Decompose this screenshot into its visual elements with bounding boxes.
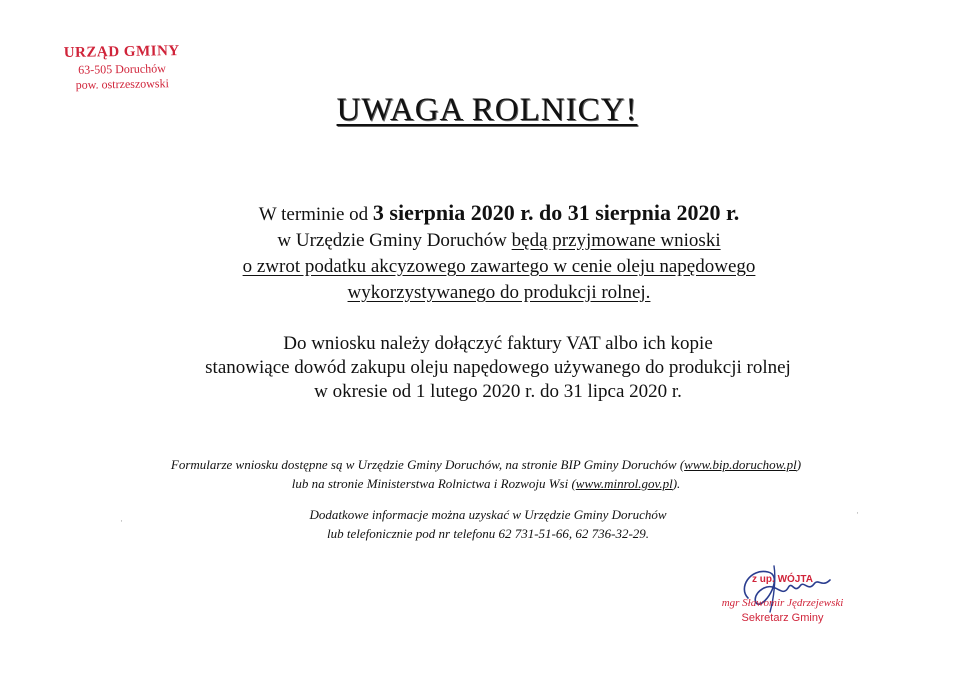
para1-line2-plain: w Urzędzie Gminy Doruchów xyxy=(277,230,512,251)
info2-line-1: Dodatkowe informacje można uzyskać w Urzędzie Gminy Doruchów xyxy=(309,507,667,522)
office-stamp xyxy=(52,43,193,93)
contact-info xyxy=(0,505,960,543)
para1-line-3 xyxy=(0,254,960,280)
stamp-line-3: pow. ostrzeszowski xyxy=(75,76,170,92)
signature-stamp-line-2: mgr Sławomir Jędrzejewski xyxy=(721,597,844,609)
forms-info xyxy=(0,455,960,493)
para2-line-1: Do wniosku należy dołączyć faktury VAT albo ich kopie xyxy=(283,333,713,354)
requirements-paragraph xyxy=(0,332,960,404)
para1-line2-underlined: będą przyjmowane wnioski xyxy=(511,230,721,251)
signature-stamp xyxy=(695,572,870,626)
stamp-line-2: 63-505 Doruchów xyxy=(78,61,166,77)
bip-link[interactable]: www.bip.doruchow.pl xyxy=(684,457,797,472)
info1-line-1 xyxy=(0,455,960,474)
signature-stamp-line-3: Sekretarz Gminy xyxy=(741,612,824,624)
para1-line3-text: o zwrot podatku akcyzowego zawartego w cenie oleju napędowego xyxy=(242,256,756,277)
minrol-link[interactable]: www.minrol.gov.pl xyxy=(575,476,673,491)
para2-line-3: w okresie od 1 lutego 2020 r. do 31 lipca 2020 r. xyxy=(314,381,682,402)
scan-speck: · xyxy=(120,516,123,526)
para2-line-2: stanowiące dowód zakupu oleju napędowego używanego do produkcji rolnej xyxy=(205,357,791,378)
para1-line-4 xyxy=(0,280,960,306)
announcement-paragraph xyxy=(0,200,960,306)
page-title xyxy=(0,92,960,129)
para1-line4-text: wykorzystywanego do produkcji rolnej. xyxy=(347,282,651,303)
info1-line2-pre: lub na stronie Ministerstwa Rolnictwa i Rozwoju Wsi ( xyxy=(291,476,576,491)
title-text: UWAGA ROLNICY! xyxy=(336,92,638,128)
scan-speck: · xyxy=(856,508,859,518)
stamp-line-1: URZĄD GMINY xyxy=(63,42,180,62)
info2-line-2: lub telefonicznie pod nr telefonu 62 731-51-66, 62 736-32-29. xyxy=(326,526,650,541)
info1-line1-pre: Formularze wniosku dostępne są w Urzędzie Gminy Doruchów, na stronie BIP Gminy Doruchów ( xyxy=(170,457,685,472)
para1-line-2 xyxy=(0,228,960,254)
info1-line2-post: ). xyxy=(672,476,681,491)
para1-dates: 3 sierpnia 2020 r. do 31 sierpnia 2020 r. xyxy=(372,200,740,225)
para1-intro: W terminie od xyxy=(258,204,373,225)
info1-line-2 xyxy=(0,474,960,493)
signature-stamp-line-1: z up. WÓJTA xyxy=(752,574,813,585)
info1-line1-post: ) xyxy=(796,457,802,472)
para1-line-1 xyxy=(0,200,960,228)
